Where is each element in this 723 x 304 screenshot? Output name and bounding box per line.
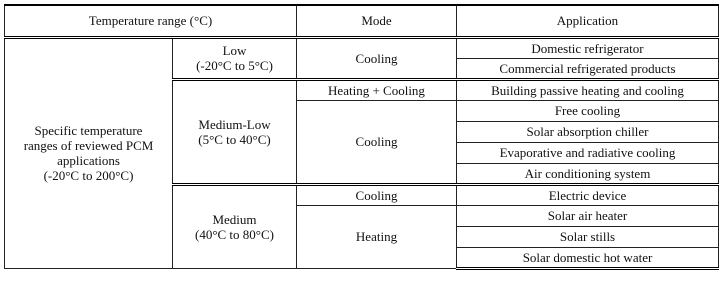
category-cell (5, 37, 173, 268)
application-cell: Building passive heating and cooling (457, 79, 719, 100)
application-cell: Domestic refrigerator (457, 37, 719, 58)
mode-cell: Heating + Cooling (297, 79, 457, 100)
category-line: (-20°C to 200°C) (43, 168, 134, 183)
mode-cell: Cooling (297, 184, 457, 205)
range-name: Medium (212, 211, 257, 227)
header-application: Application (457, 5, 719, 37)
application-cell: Air conditioning system (457, 163, 719, 184)
range-cell-low (173, 37, 297, 79)
mode-cell: Cooling (297, 100, 457, 184)
range-values: (5°C to 40°C) (198, 131, 271, 147)
application-cell: Electric device (457, 184, 719, 205)
header-mode: Mode (297, 5, 457, 37)
category-line: ranges of reviewed PCM (23, 138, 154, 153)
category-line: applications (57, 153, 120, 168)
range-cell-medium (173, 184, 297, 268)
mode-cell: Cooling (297, 37, 457, 79)
mode-cell: Heating (297, 205, 457, 268)
range-values: (-20°C to 5°C) (196, 58, 273, 73)
application-cell: Solar stills (457, 226, 719, 247)
category-line: Specific temperature (34, 123, 143, 138)
range-values: (40°C to 80°C) (194, 226, 274, 242)
header-temperature-range: Temperature range (°C) (5, 5, 297, 37)
application-cell: Solar absorption chiller (457, 121, 719, 142)
range-cell-medium-low (173, 79, 297, 184)
range-name: Low (222, 43, 247, 58)
application-cell: Solar air heater (457, 205, 719, 226)
pcm-temperature-table (4, 4, 719, 270)
application-cell: Commercial refrigerated products (457, 58, 719, 79)
table-row (5, 37, 719, 58)
header-row (5, 5, 719, 37)
application-cell: Free cooling (457, 100, 719, 121)
application-cell: Evaporative and radiative cooling (457, 142, 719, 163)
range-name: Medium-Low (198, 116, 271, 132)
application-cell: Solar domestic hot water (457, 247, 719, 268)
